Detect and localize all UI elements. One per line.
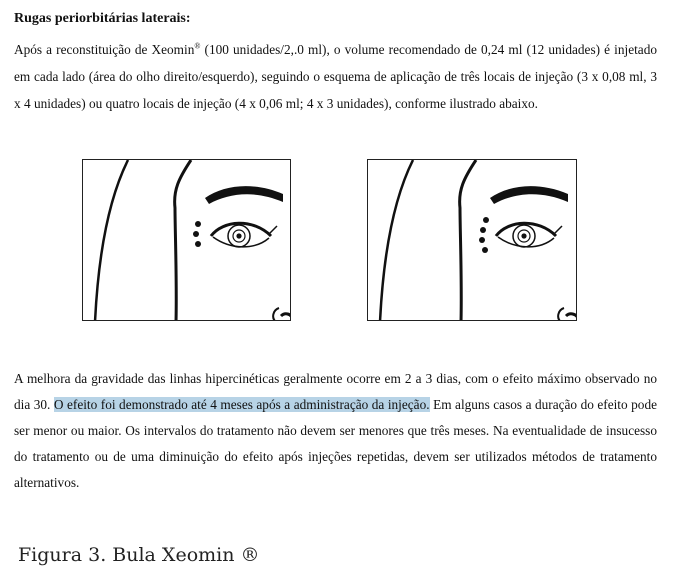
injection-point xyxy=(482,247,488,253)
face-illustration-4-points xyxy=(368,160,577,321)
face-illustration-3-points xyxy=(83,160,291,321)
injection-point xyxy=(480,227,486,233)
figure-four-injection-points xyxy=(367,159,577,321)
highlighted-sentence[interactable]: O efeito foi demonstrado até 4 meses após a administração da injeção. xyxy=(53,397,430,412)
efficacy-paragraph xyxy=(14,366,657,496)
dosage-text-end: (100 unidades/2,.0 ml), o volume recomendado de 0,24 ml (12 unidades) é injetado em cada lado (área do olho direito/esquerdo), seguindo o esquema de aplicação de três locais de injeção (3 x 0,08 ml, 3 x 4 unidades) ou quatro locais de injeção (4 x 0,06 ml; 4 x 3 unidades), conforme ilustrado abaixo. xyxy=(14,42,657,111)
injection-point xyxy=(483,217,489,223)
injection-point xyxy=(195,221,201,227)
figure-caption: Figura 3. Bula Xeomin ® xyxy=(18,544,260,566)
dosage-text-start: Após a reconstituição de Xeomin xyxy=(14,42,195,57)
registered-mark: ® xyxy=(194,41,201,51)
injection-point xyxy=(195,241,201,247)
dosage-paragraph xyxy=(14,36,657,117)
figure-three-injection-points xyxy=(82,159,291,321)
efficacy-text-start: A melhora da gravidade das linhas hipercinéticas geralmente ocorre em 2 a 3 dias, com o efeito máximo observado no dia 30. xyxy=(14,371,657,412)
injection-point xyxy=(479,237,485,243)
injection-point xyxy=(193,231,199,237)
section-heading: Rugas periorbitárias laterais: xyxy=(14,11,191,26)
efficacy-text-end: Em alguns casos a duração do efeito pode ser menor ou maior. Os intervalos do tratamento não devem ser menores que três meses. Na eventualidade de insucesso do tratamento ou de uma diminuição do efeito após injeções repetidas, devem ser utilizados métodos de tratamento alternativos. xyxy=(14,397,657,490)
